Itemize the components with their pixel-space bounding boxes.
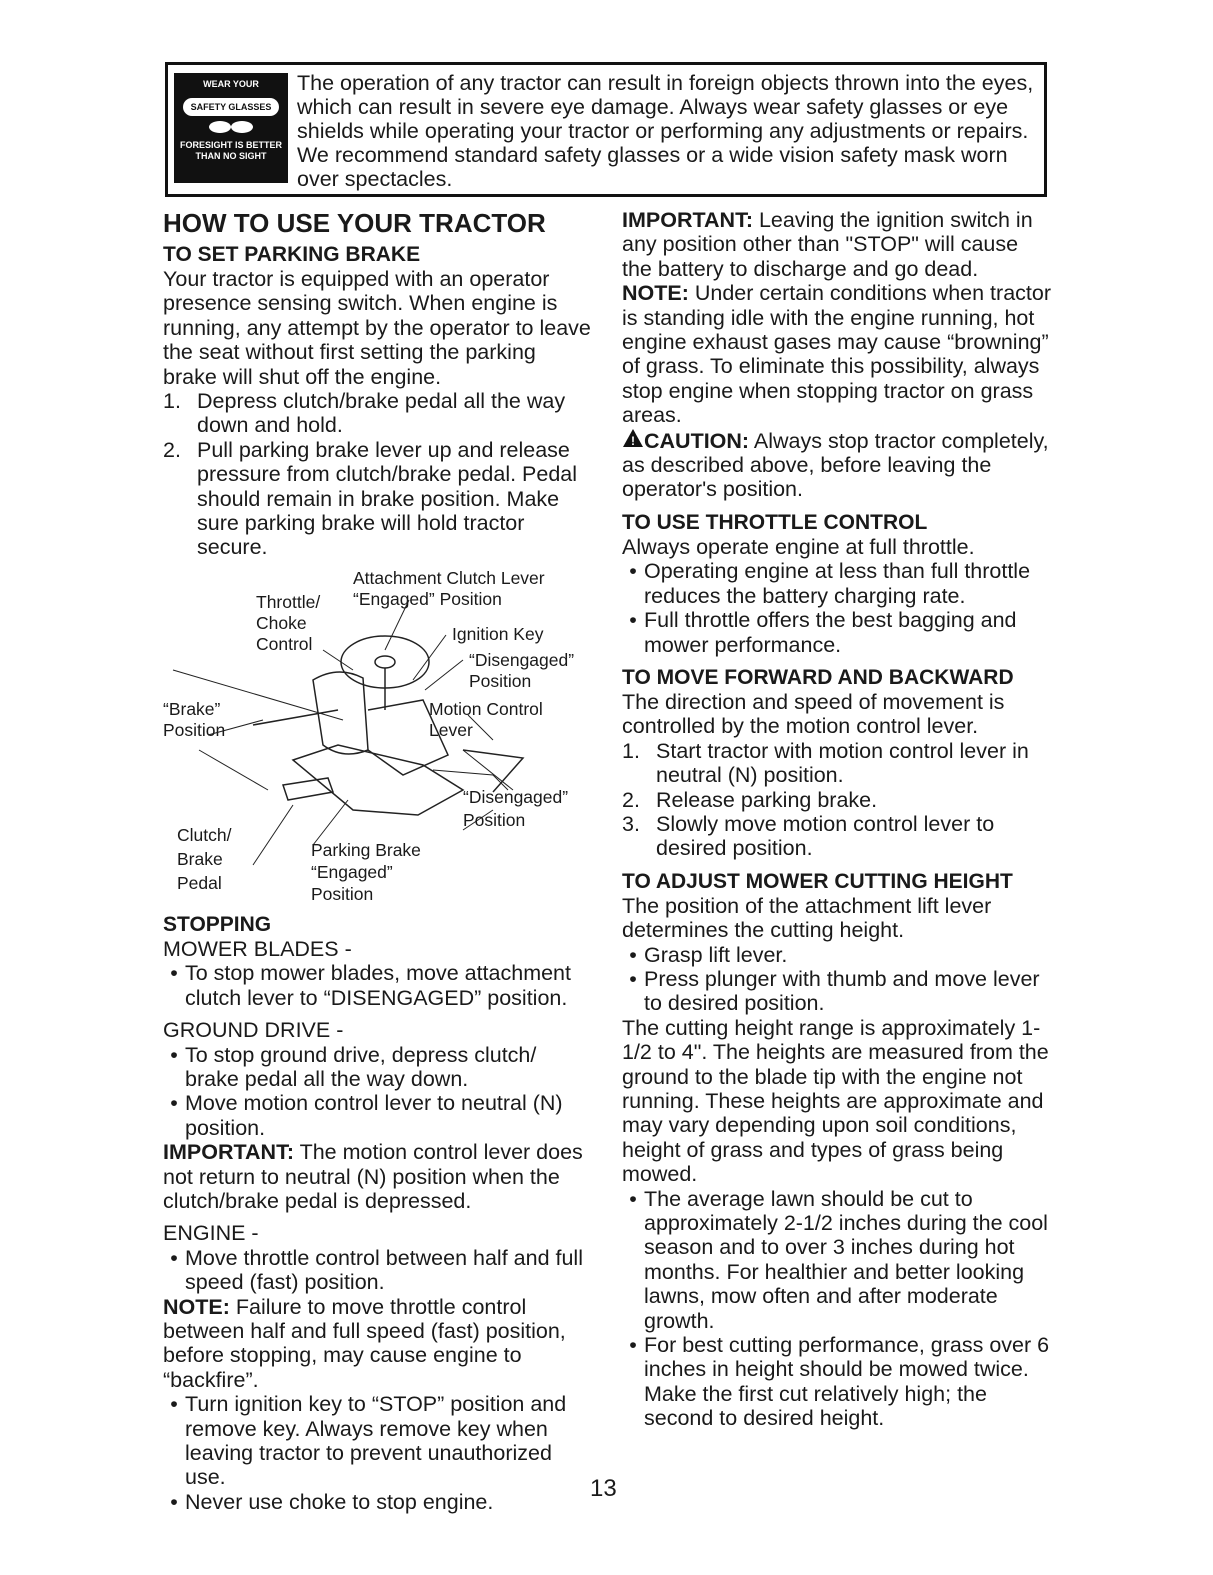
list-item bbox=[163, 1246, 593, 1295]
list-item bbox=[622, 788, 1052, 812]
caution-paragraph bbox=[622, 428, 1052, 502]
note-text: Failure to move throttle control between half and full speed (fast) position, before stopping, may cause engine to “backfire”. bbox=[163, 1294, 566, 1392]
bullet-text: Move motion control lever to neutral (N) position. bbox=[185, 1091, 563, 1140]
icon-text-foresight: FORESIGHT IS BETTER bbox=[179, 140, 282, 150]
bullet-text: Grasp lift lever. bbox=[644, 942, 788, 967]
adjust-text: The cutting height range is approximately 1-1/2 to 4". The heights are measured from the ground to the blade tip with the engine not running. These heights are approximate and may vary depending upon soil conditions, height of grass and types of grass being mowed. bbox=[622, 1015, 1049, 1187]
bullet-icon: • bbox=[170, 1245, 178, 1270]
important-label: IMPORTANT: bbox=[163, 1140, 294, 1165]
label-disengaged-position: Position bbox=[463, 809, 526, 830]
label-choke: Choke bbox=[256, 612, 307, 633]
important-text: Leaving the ignition switch in any position other than "STOP" will cause the battery to discharge and go dead. bbox=[622, 208, 1033, 281]
label-motion-control: Motion Control bbox=[429, 698, 543, 719]
list-item bbox=[622, 967, 1052, 1016]
list-item bbox=[622, 812, 1052, 861]
throttle-intro: Always operate engine at full throttle. bbox=[622, 534, 975, 559]
step-text: Pull parking brake lever up and release pressure from clutch/brake pedal. Pedal should remain in brake position. Make sure parking brake will hold tractor secure. bbox=[197, 437, 578, 560]
step-text: Start tractor with motion control lever in neutral (N) position. bbox=[656, 738, 1029, 788]
bullet-icon: • bbox=[629, 966, 637, 991]
bullet-text: Move throttle control between half and full speed (fast) position. bbox=[185, 1245, 583, 1295]
icon-text-safety-glasses: SAFETY GLASSES bbox=[183, 98, 279, 116]
right-column bbox=[622, 208, 1052, 1431]
parking-brake-heading: TO SET PARKING BRAKE bbox=[163, 243, 421, 266]
label-attachment-clutch-lever: Attachment Clutch Lever bbox=[353, 567, 545, 588]
label-throttle: Throttle/ bbox=[256, 591, 321, 612]
ground-drive-label: GROUND DRIVE - bbox=[163, 1018, 344, 1043]
list-item bbox=[622, 1187, 1052, 1333]
bullet-icon: • bbox=[170, 961, 178, 986]
label-ignition-disengaged: “Disengaged” bbox=[469, 649, 575, 670]
step-number: 3. bbox=[622, 811, 640, 836]
bullet-text: Full throttle offers the best bagging and mower performance. bbox=[644, 608, 1017, 657]
important-text: The motion control lever does not return to neutral (N) position when the clutch/brake pedal is depressed. bbox=[163, 1140, 583, 1213]
bullet-icon: • bbox=[629, 559, 637, 584]
bullet-text: Turn ignition key to “STOP” position and remove key. Always remove key when leaving tractor to prevent unauthorized use. bbox=[185, 1392, 567, 1490]
mower-blades-label: MOWER BLADES - bbox=[163, 936, 352, 961]
section-title: HOW TO USE YOUR TRACTOR bbox=[163, 208, 546, 238]
safety-warning-box bbox=[165, 62, 1047, 197]
caution-text: Always stop tractor completely, as described above, before leaving the operator's position. bbox=[622, 428, 1049, 502]
bullet-icon: • bbox=[170, 1042, 178, 1067]
step-number: 1. bbox=[622, 738, 640, 763]
caution-label: CAUTION: bbox=[644, 428, 750, 453]
list-item bbox=[622, 1333, 1052, 1431]
step-text: Release parking brake. bbox=[656, 787, 878, 812]
step-number: 2. bbox=[163, 437, 181, 462]
throttle-heading: TO USE THROTTLE CONTROL bbox=[622, 510, 928, 534]
list-item bbox=[622, 608, 1052, 657]
list-item bbox=[163, 1490, 593, 1514]
label-ignition-key: Ignition Key bbox=[452, 623, 544, 644]
note-text: Under certain conditions when tractor is standing idle with the engine running, hot engine exhaust gases may cause “browning” of grass. To eliminate this possibility, always stop engine when stopping tractor on grass areas. bbox=[622, 281, 1051, 428]
note-label: NOTE: bbox=[622, 281, 689, 306]
label-ignition-position: Position bbox=[469, 670, 532, 691]
list-item bbox=[163, 1043, 593, 1092]
step-text: Slowly move motion control lever to desired position. bbox=[656, 811, 995, 861]
step-number: 1. bbox=[163, 389, 181, 414]
bullet-text: Never use choke to stop engine. bbox=[185, 1489, 494, 1514]
bullet-icon: • bbox=[170, 1392, 178, 1417]
bullet-icon: • bbox=[629, 1186, 637, 1211]
list-item bbox=[622, 739, 1052, 788]
bullet-text: Press plunger with thumb and move lever to desired position. bbox=[644, 966, 1040, 1016]
bullet-text: The average lawn should be cut to approximately 2-1/2 inches during the cool season and to over 3 inches during hot months. For healthier and better looking lawns, mow often and after moderate growth. bbox=[644, 1186, 1048, 1333]
important-paragraph bbox=[163, 1140, 593, 1213]
note-label: NOTE: bbox=[163, 1294, 230, 1319]
bullet-icon: • bbox=[170, 1091, 178, 1116]
step-number: 2. bbox=[622, 787, 640, 812]
adjust-heading: TO ADJUST MOWER CUTTING HEIGHT bbox=[622, 869, 1013, 893]
adjust-intro: The position of the attachment lift lever determines the cutting height. bbox=[622, 893, 992, 943]
label-clutch: Clutch/ bbox=[177, 824, 232, 845]
label-clutch-brake: Brake bbox=[177, 848, 223, 869]
safety-glasses-icon bbox=[174, 73, 288, 183]
label-brake: “Brake” bbox=[163, 698, 221, 719]
bullet-text: For best cutting performance, grass over 6 inches in height should be mowed twice. Make the first cut relatively high; the second to desired height. bbox=[644, 1333, 1050, 1431]
left-column bbox=[163, 208, 593, 1514]
list-item bbox=[622, 943, 1052, 967]
important-label: IMPORTANT: bbox=[622, 208, 753, 232]
list-item bbox=[163, 961, 593, 1010]
label-engaged-position: “Engaged” Position bbox=[353, 588, 502, 609]
list-item bbox=[163, 438, 593, 560]
label-parking-engaged: “Engaged” bbox=[311, 861, 393, 882]
list-item bbox=[163, 389, 593, 438]
list-item bbox=[163, 1392, 593, 1490]
caution-icon bbox=[622, 428, 644, 448]
bullet-icon: • bbox=[170, 1489, 178, 1514]
important-paragraph bbox=[622, 208, 1052, 281]
bullet-icon: • bbox=[629, 942, 637, 967]
move-intro: The direction and speed of movement is controlled by the motion control lever. bbox=[622, 689, 1005, 739]
label-brake-position: Position bbox=[163, 719, 226, 740]
clutch-pedal-shape bbox=[283, 778, 333, 800]
bullet-icon: • bbox=[629, 608, 637, 633]
page-number: 13 bbox=[590, 1475, 617, 1502]
label-parking-brake: Parking Brake bbox=[311, 839, 421, 860]
step-text: Depress clutch/brake pedal all the way down and hold. bbox=[197, 389, 566, 438]
list-item bbox=[622, 559, 1052, 608]
goggles-icon bbox=[206, 120, 256, 134]
icon-text-no-sight: THAN NO SIGHT bbox=[195, 151, 267, 161]
list-item bbox=[163, 1091, 593, 1140]
bullet-text: To stop mower blades, move attachment clutch lever to “DISENGAGED” position. bbox=[185, 961, 571, 1010]
bullet-text: Operating engine at less than full throttle reduces the battery charging rate. bbox=[644, 559, 1031, 608]
label-control: Control bbox=[256, 633, 313, 654]
note-paragraph bbox=[622, 281, 1052, 427]
label-disengaged: “Disengaged” bbox=[463, 786, 569, 807]
parking-intro: Your tractor is equipped with an operator presence sensing switch. When engine is running, any attempt by the operator to leave the seat without first setting the parking brake will shut off the engine. bbox=[163, 267, 591, 389]
svg-text:!: ! bbox=[631, 433, 635, 448]
tractor-controls-figure bbox=[163, 560, 593, 912]
label-parking-position: Position bbox=[311, 883, 374, 904]
label-lever: Lever bbox=[429, 719, 473, 740]
engine-label: ENGINE - bbox=[163, 1221, 259, 1246]
stopping-heading: STOPPING bbox=[163, 912, 272, 936]
bullet-text: To stop ground drive, depress clutch/ brake pedal all the way down. bbox=[185, 1042, 537, 1091]
icon-text-wear-your: WEAR YOUR bbox=[203, 79, 259, 89]
bullet-icon: • bbox=[629, 1333, 637, 1358]
label-clutch-pedal: Pedal bbox=[177, 872, 222, 893]
note-paragraph bbox=[163, 1295, 593, 1393]
warning-text: The operation of any tractor can result in foreign objects thrown into the eyes, which can result in severe eye damage. Always wear safety glasses or eye shields while operating your tractor or performing any adjustments or repairs. We recommend standard safety glasses or a wide vision safety mask worn over spectacles. bbox=[297, 71, 1034, 191]
move-heading: TO MOVE FORWARD AND BACKWARD bbox=[622, 665, 1014, 689]
